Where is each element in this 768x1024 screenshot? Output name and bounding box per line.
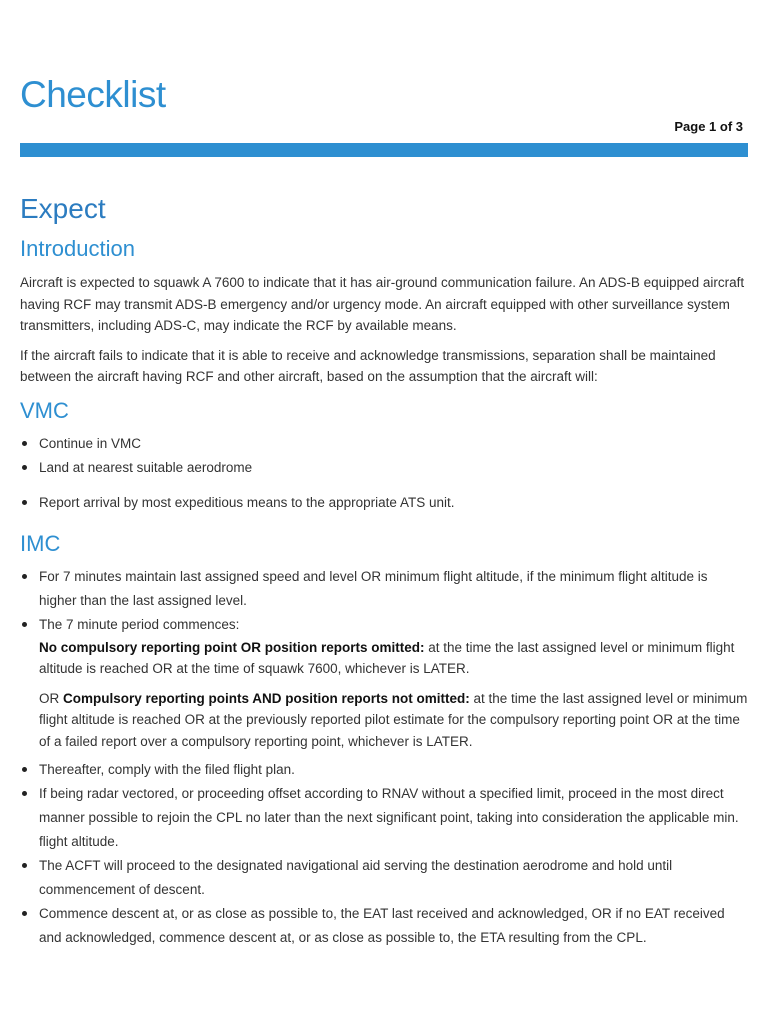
page-indicator: Page 1 of 3 [674, 119, 743, 134]
vmc-list [20, 432, 748, 515]
bullet-icon [22, 500, 27, 505]
list-item [20, 758, 748, 782]
list-item-text: The 7 minute period commences: [39, 616, 240, 632]
vmc-heading: VMC [20, 397, 69, 423]
list-item-text: Thereafter, comply with the filed flight plan. [39, 762, 295, 777]
bullet-icon [22, 767, 27, 772]
bullet-icon [22, 911, 27, 916]
list-item [20, 565, 748, 613]
commencement-case-2 [39, 688, 748, 753]
list-item-text: If being radar vectored, or proceeding offset according to RNAV without a specified limit, proceed in the most direct manner possible to rejoin the CPL no later than the next significant point, taking into consideration the applicable min. flight altitude. [39, 786, 739, 849]
case-2-text: at the time the last assigned level or minimum flight altitude is reached OR at the previously reported pilot estimate for the compulsory reporting point OR at the time of a failed report over a compulsory reporting point, whichever is LATER. [39, 690, 748, 749]
list-item-text: Report arrival by most expeditious means to the appropriate ATS unit. [39, 494, 455, 510]
list-item-text: The ACFT will proceed to the designated navigational aid serving the destination aerodrome and hold until commencement of descent. [39, 858, 673, 897]
list-item [20, 432, 748, 456]
bullet-icon [22, 863, 27, 868]
section-title: Expect [20, 193, 106, 224]
document-title: Checklist [20, 74, 166, 115]
introduction-paragraph: Aircraft is expected to squawk A 7600 to indicate that it has air-ground communication failure. An ADS-B equipped aircraft having RCF may transmit ADS-B emergency and/or urgency mode. An aircraft equipped with other surveillance system transmitters, including ADS-C, may indicate the RCF by available means. [20, 275, 745, 333]
bullet-icon [22, 441, 27, 446]
imc-list [20, 565, 748, 951]
list-item [20, 854, 748, 902]
document-content [20, 190, 748, 950]
bullet-icon [22, 622, 27, 627]
case-1-text: at the time the last assigned level or minimum flight altitude is reached OR at the time of squawk 7600, whichever is LATER. [39, 639, 735, 676]
list-item-text: Land at nearest suitable aerodrome [39, 459, 253, 475]
case-2-prefix: OR [39, 690, 64, 706]
commencement-case-1 [39, 637, 748, 680]
introduction-paragraph: If the aircraft fails to indicate that it is able to receive and acknowledge transmissions, separation shall be maintained between the aircraft having RCF and other aircraft, based on the assumption that the aircraft will: [20, 347, 716, 384]
list-item-text: For 7 minutes maintain last assigned speed and level OR minimum flight altitude, if the minimum flight altitude is higher than the last assigned level. [39, 568, 708, 608]
case-1-condition: No compulsory reporting point OR position reports omitted: [39, 639, 425, 655]
list-item-text: Commence descent at, or as close as possible to, the EAT last received and acknowledged, OR if no EAT received and acknowledged, commence descent at, or as close as possible to, the ETA resulting from the CPL. [39, 906, 725, 945]
bullet-icon [22, 791, 27, 796]
imc-heading: IMC [20, 530, 61, 556]
list-item [20, 613, 748, 753]
list-item [20, 456, 748, 480]
introduction-heading: Introduction [20, 236, 135, 261]
list-item [20, 782, 748, 854]
bullet-icon [22, 465, 27, 470]
list-item-text: Continue in VMC [39, 435, 142, 451]
bullet-icon [22, 574, 27, 579]
header-rule [20, 143, 748, 157]
list-item [20, 491, 748, 515]
case-2-condition: Compulsory reporting points AND position reports not omitted: [63, 690, 470, 706]
list-item [20, 902, 748, 950]
